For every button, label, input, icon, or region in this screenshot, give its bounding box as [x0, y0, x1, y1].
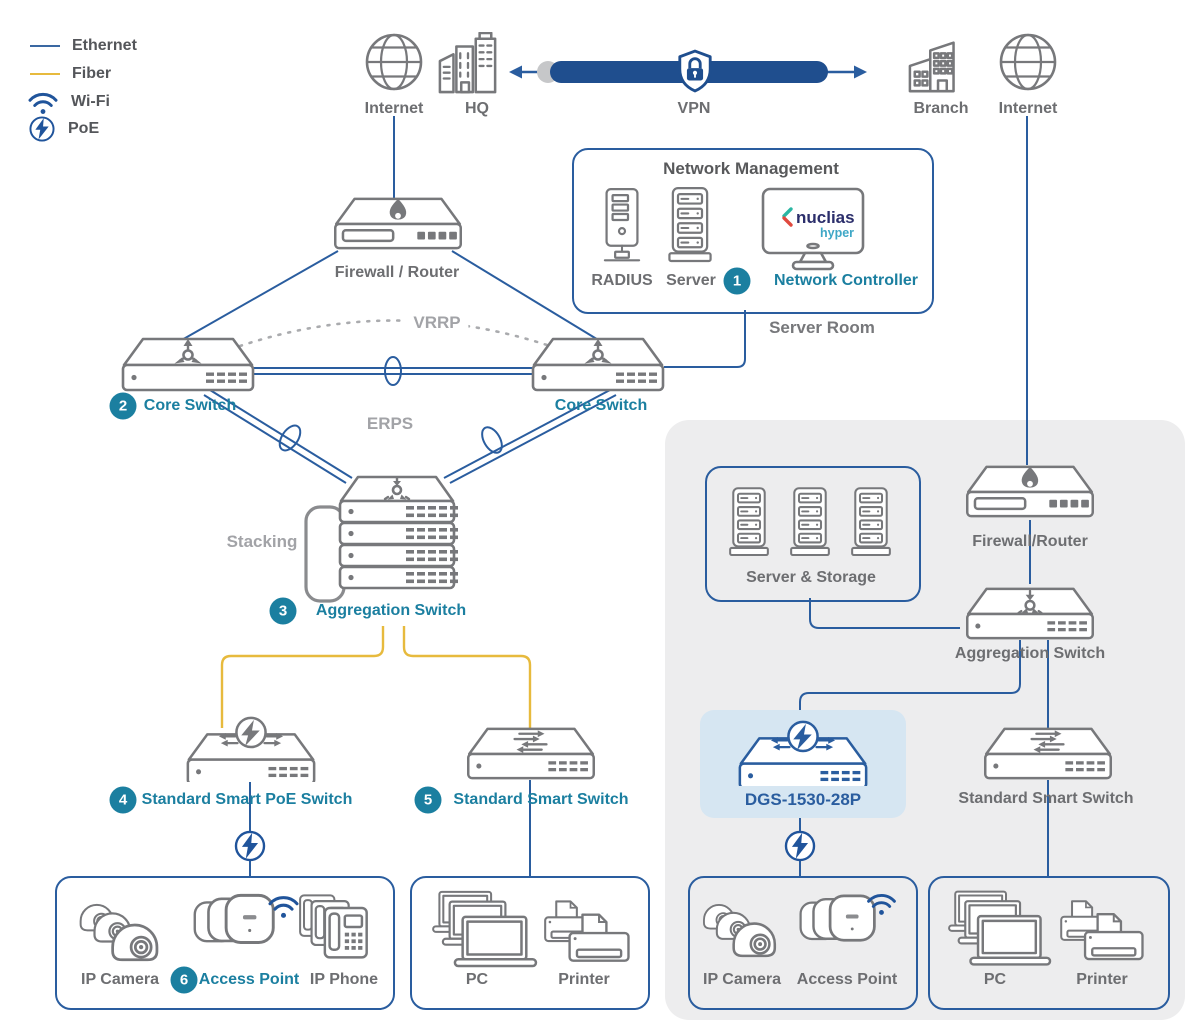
legend-row-wifi [27, 89, 110, 115]
badge-6: 6 [171, 967, 198, 994]
branch-rack-2-icon [788, 484, 832, 560]
aggregation-switch-label: Aggregation Switch [315, 602, 467, 619]
radius-server-icon [598, 186, 646, 266]
server-room-label: Server Room [769, 318, 875, 337]
pc-label: PC [465, 971, 489, 988]
smart-switch-label: Standard Smart Switch [453, 791, 629, 808]
fiber-links [222, 626, 530, 728]
internet-right-label: Internet [998, 100, 1058, 117]
branch-firewall-label: Firewall/Router [972, 533, 1088, 550]
dgs-1530-28p-label: DGS-1530-28P [744, 790, 862, 809]
branch-label: Branch [913, 100, 969, 117]
radius-label: RADIUS [591, 272, 653, 289]
ip-phone-group-icon [297, 892, 389, 966]
legend-fiber-label: Fiber [72, 65, 112, 82]
pc-group-icon [430, 890, 540, 974]
poe-inline-icon-branch [783, 829, 817, 863]
internet-globe-right-icon [996, 30, 1060, 94]
legend-wifi-label: Wi-Fi [71, 93, 110, 110]
branch-ip-camera-group-icon [700, 896, 794, 966]
branch-access-point-label: Access Point [796, 971, 898, 988]
branch-firewall-device [962, 464, 1098, 520]
printer-group-icon [542, 898, 634, 970]
vrrp-arc [240, 321, 550, 347]
branch-pc-group-icon [946, 890, 1054, 972]
badge-1: 1 [724, 268, 751, 295]
poe-switch-device [183, 714, 319, 782]
core-switch-left-device [118, 336, 258, 394]
branch-rack-1-icon [727, 484, 771, 560]
badge-3: 3 [270, 598, 297, 625]
vpn-shield-lock-icon [676, 48, 714, 94]
branch-printer-label: Printer [1076, 971, 1128, 988]
nuclias-hyper-text: hyper [820, 226, 855, 240]
hq-label: HQ [465, 100, 489, 117]
hq-firewall-label: Firewall / Router [334, 264, 460, 281]
internet-globe-left-icon [362, 30, 426, 94]
legend-row-fiber [30, 65, 111, 83]
network-controller-monitor [760, 186, 866, 272]
hq-firewall-device [330, 196, 466, 252]
aggregation-switch-stack-device [322, 474, 472, 598]
server-rack-icon [666, 184, 714, 266]
erps-label: ERPS [366, 414, 414, 433]
badge-2: 2 [110, 393, 137, 420]
badge-5: 5 [415, 787, 442, 814]
branch-pc-label: PC [983, 971, 1007, 988]
server-label: Server [666, 272, 716, 289]
legend-row-poe [28, 115, 99, 143]
branch-smart-switch-device [980, 726, 1116, 782]
branch-building-icon [907, 36, 971, 94]
branch-aggregation-device [962, 586, 1098, 642]
core-switch-left-label: Core Switch [143, 397, 237, 414]
ip-phone-label: IP Phone [309, 971, 379, 988]
badge-4: 4 [110, 787, 137, 814]
nuclias-logo-text: nuclias [796, 208, 855, 227]
network-controller-label: Network Controller [773, 272, 919, 289]
dgs-1530-28p-device [735, 718, 871, 786]
server-storage-label: Server & Storage [746, 569, 876, 586]
branch-printer-group-icon [1058, 898, 1148, 968]
branch-rack-3-icon [849, 484, 893, 560]
poe-icon [28, 115, 56, 143]
ip-camera-group-icon [76, 896, 178, 970]
access-point-wifi-icon [267, 892, 300, 919]
poe-inline-icon-hq [233, 829, 267, 863]
core-switch-right-label: Core Switch [554, 397, 648, 414]
core-switch-right-device [528, 336, 668, 394]
hq-building-icon [436, 32, 500, 94]
branch-smart-switch-label: Standard Smart Switch [958, 790, 1134, 807]
ip-camera-label: IP Camera [81, 971, 159, 988]
legend-ethernet-label: Ethernet [72, 37, 137, 54]
branch-aggregation-label: Aggregation Switch [954, 645, 1106, 662]
vrrp-label: VRRP [405, 313, 468, 333]
printer-label: Printer [558, 971, 610, 988]
branch-access-point-wifi-icon [866, 890, 897, 916]
legend-poe-label: PoE [68, 120, 100, 137]
branch-ip-camera-label: IP Camera [703, 971, 781, 988]
smart-switch-device [463, 726, 599, 782]
access-point-label: Access Point [198, 971, 300, 988]
legend-row-ethernet [30, 37, 137, 55]
wifi-icon [27, 89, 59, 115]
stacking-label: Stacking [226, 532, 298, 551]
ethernet-line-swatch [30, 45, 60, 47]
network-management-title: Network Management [663, 159, 839, 178]
vpn-label: VPN [677, 100, 711, 117]
poe-switch-label: Standard Smart PoE Switch [141, 791, 353, 808]
fiber-line-swatch [30, 73, 60, 75]
internet-left-label: Internet [364, 100, 424, 117]
